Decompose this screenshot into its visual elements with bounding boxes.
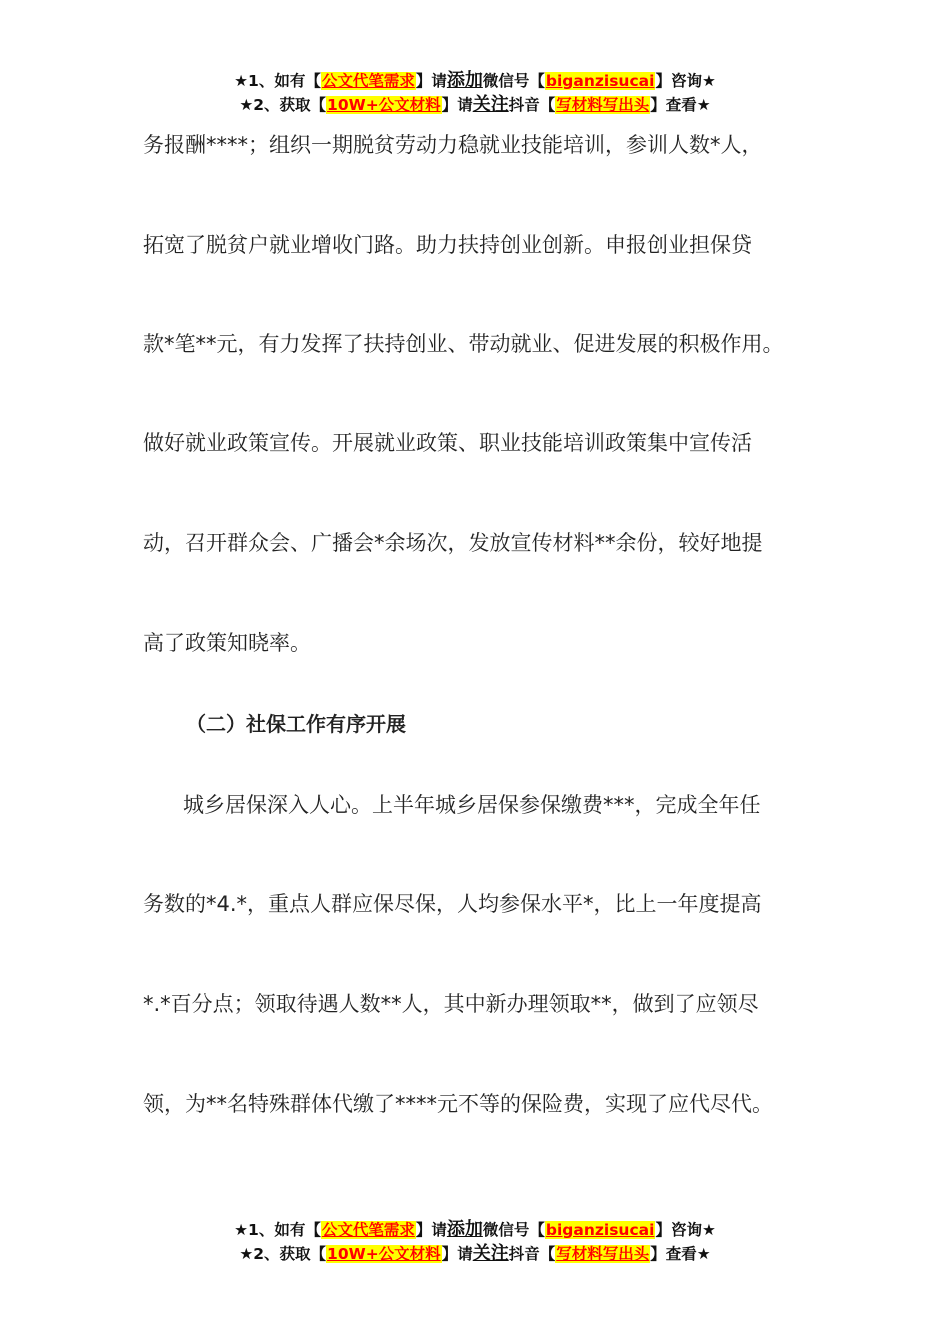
banner-text: 】查看★	[650, 1245, 711, 1263]
paragraph-line: 高了政策知晓率。	[143, 631, 311, 655]
paragraph-line: 做好就业政策宣传。开展就业政策、职业技能培训政策集中宣传活	[143, 431, 752, 455]
paragraph-line: 务数的*4.*，重点人群应保尽保，人均参保水平*，比上一年度提高	[143, 892, 762, 916]
banner-text: ★1、如有【	[234, 1221, 321, 1239]
banner-emphasis: 添加	[446, 1219, 483, 1240]
banner-highlight: 10W+公文材料	[327, 96, 441, 114]
banner-text: ★2、获取【	[239, 1245, 327, 1263]
banner-highlight: 写材料写出头	[556, 1245, 650, 1263]
banner-text: 微信号【	[482, 72, 545, 90]
paragraph-line: 领，为**名特殊群体代缴了****元不等的保险费，实现了应代尽代。	[143, 1092, 773, 1116]
banner-text: 】请	[415, 1221, 447, 1239]
banner-highlight: 10W+公文材料	[327, 1245, 441, 1263]
banner-highlight: 写材料写出头	[556, 96, 650, 114]
bottom-banner	[0, 1218, 950, 1266]
banner-highlight: 公文代笔需求	[321, 72, 415, 90]
banner-text: 抖音【	[508, 96, 556, 114]
banner-text: 】咨询★	[655, 72, 716, 90]
top-banner	[0, 69, 950, 117]
banner-line-1	[0, 1218, 950, 1242]
paragraph-line: 务报酬****；组织一期脱贫劳动力稳就业技能培训，参训人数*人，	[143, 133, 763, 157]
banner-highlight: 公文代笔需求	[321, 1221, 415, 1239]
banner-text: 微信号【	[482, 1221, 545, 1239]
banner-text: ★2、获取【	[239, 96, 327, 114]
paragraph-line: 拓宽了脱贫户就业增收门路。助力扶持创业创新。申报创业担保贷	[143, 233, 752, 257]
banner-line-1	[0, 69, 950, 93]
paragraph-line: 动，召开群众会、广播会*余场次，发放宣传材料**余份，较好地提	[143, 531, 763, 555]
banner-line-2	[0, 93, 950, 117]
banner-emphasis: 关注	[472, 94, 509, 115]
banner-text: 】咨询★	[655, 1221, 716, 1239]
paragraph-line: *.*百分点；领取待遇人数**人，其中新办理领取**，做到了应领尽	[143, 992, 759, 1016]
banner-line-2	[0, 1242, 950, 1266]
banner-text: 】请	[441, 96, 473, 114]
banner-highlight: biganzisucai	[545, 72, 655, 90]
banner-text: 】查看★	[650, 96, 711, 114]
banner-text: 】请	[441, 1245, 473, 1263]
banner-text: 抖音【	[508, 1245, 556, 1263]
banner-highlight: biganzisucai	[545, 1221, 655, 1239]
banner-text: ★1、如有【	[234, 72, 321, 90]
paragraph-line: 款*笔**元，有力发挥了扶持创业、带动就业、促进发展的积极作用。	[143, 332, 784, 356]
banner-emphasis: 添加	[446, 70, 483, 91]
banner-emphasis: 关注	[472, 1243, 509, 1264]
paragraph-line: 城乡居保深入人心。上半年城乡居保参保缴费***，完成全年任	[183, 793, 761, 817]
section-heading: （二）社保工作有序开展	[186, 712, 406, 736]
banner-text: 】请	[415, 72, 447, 90]
